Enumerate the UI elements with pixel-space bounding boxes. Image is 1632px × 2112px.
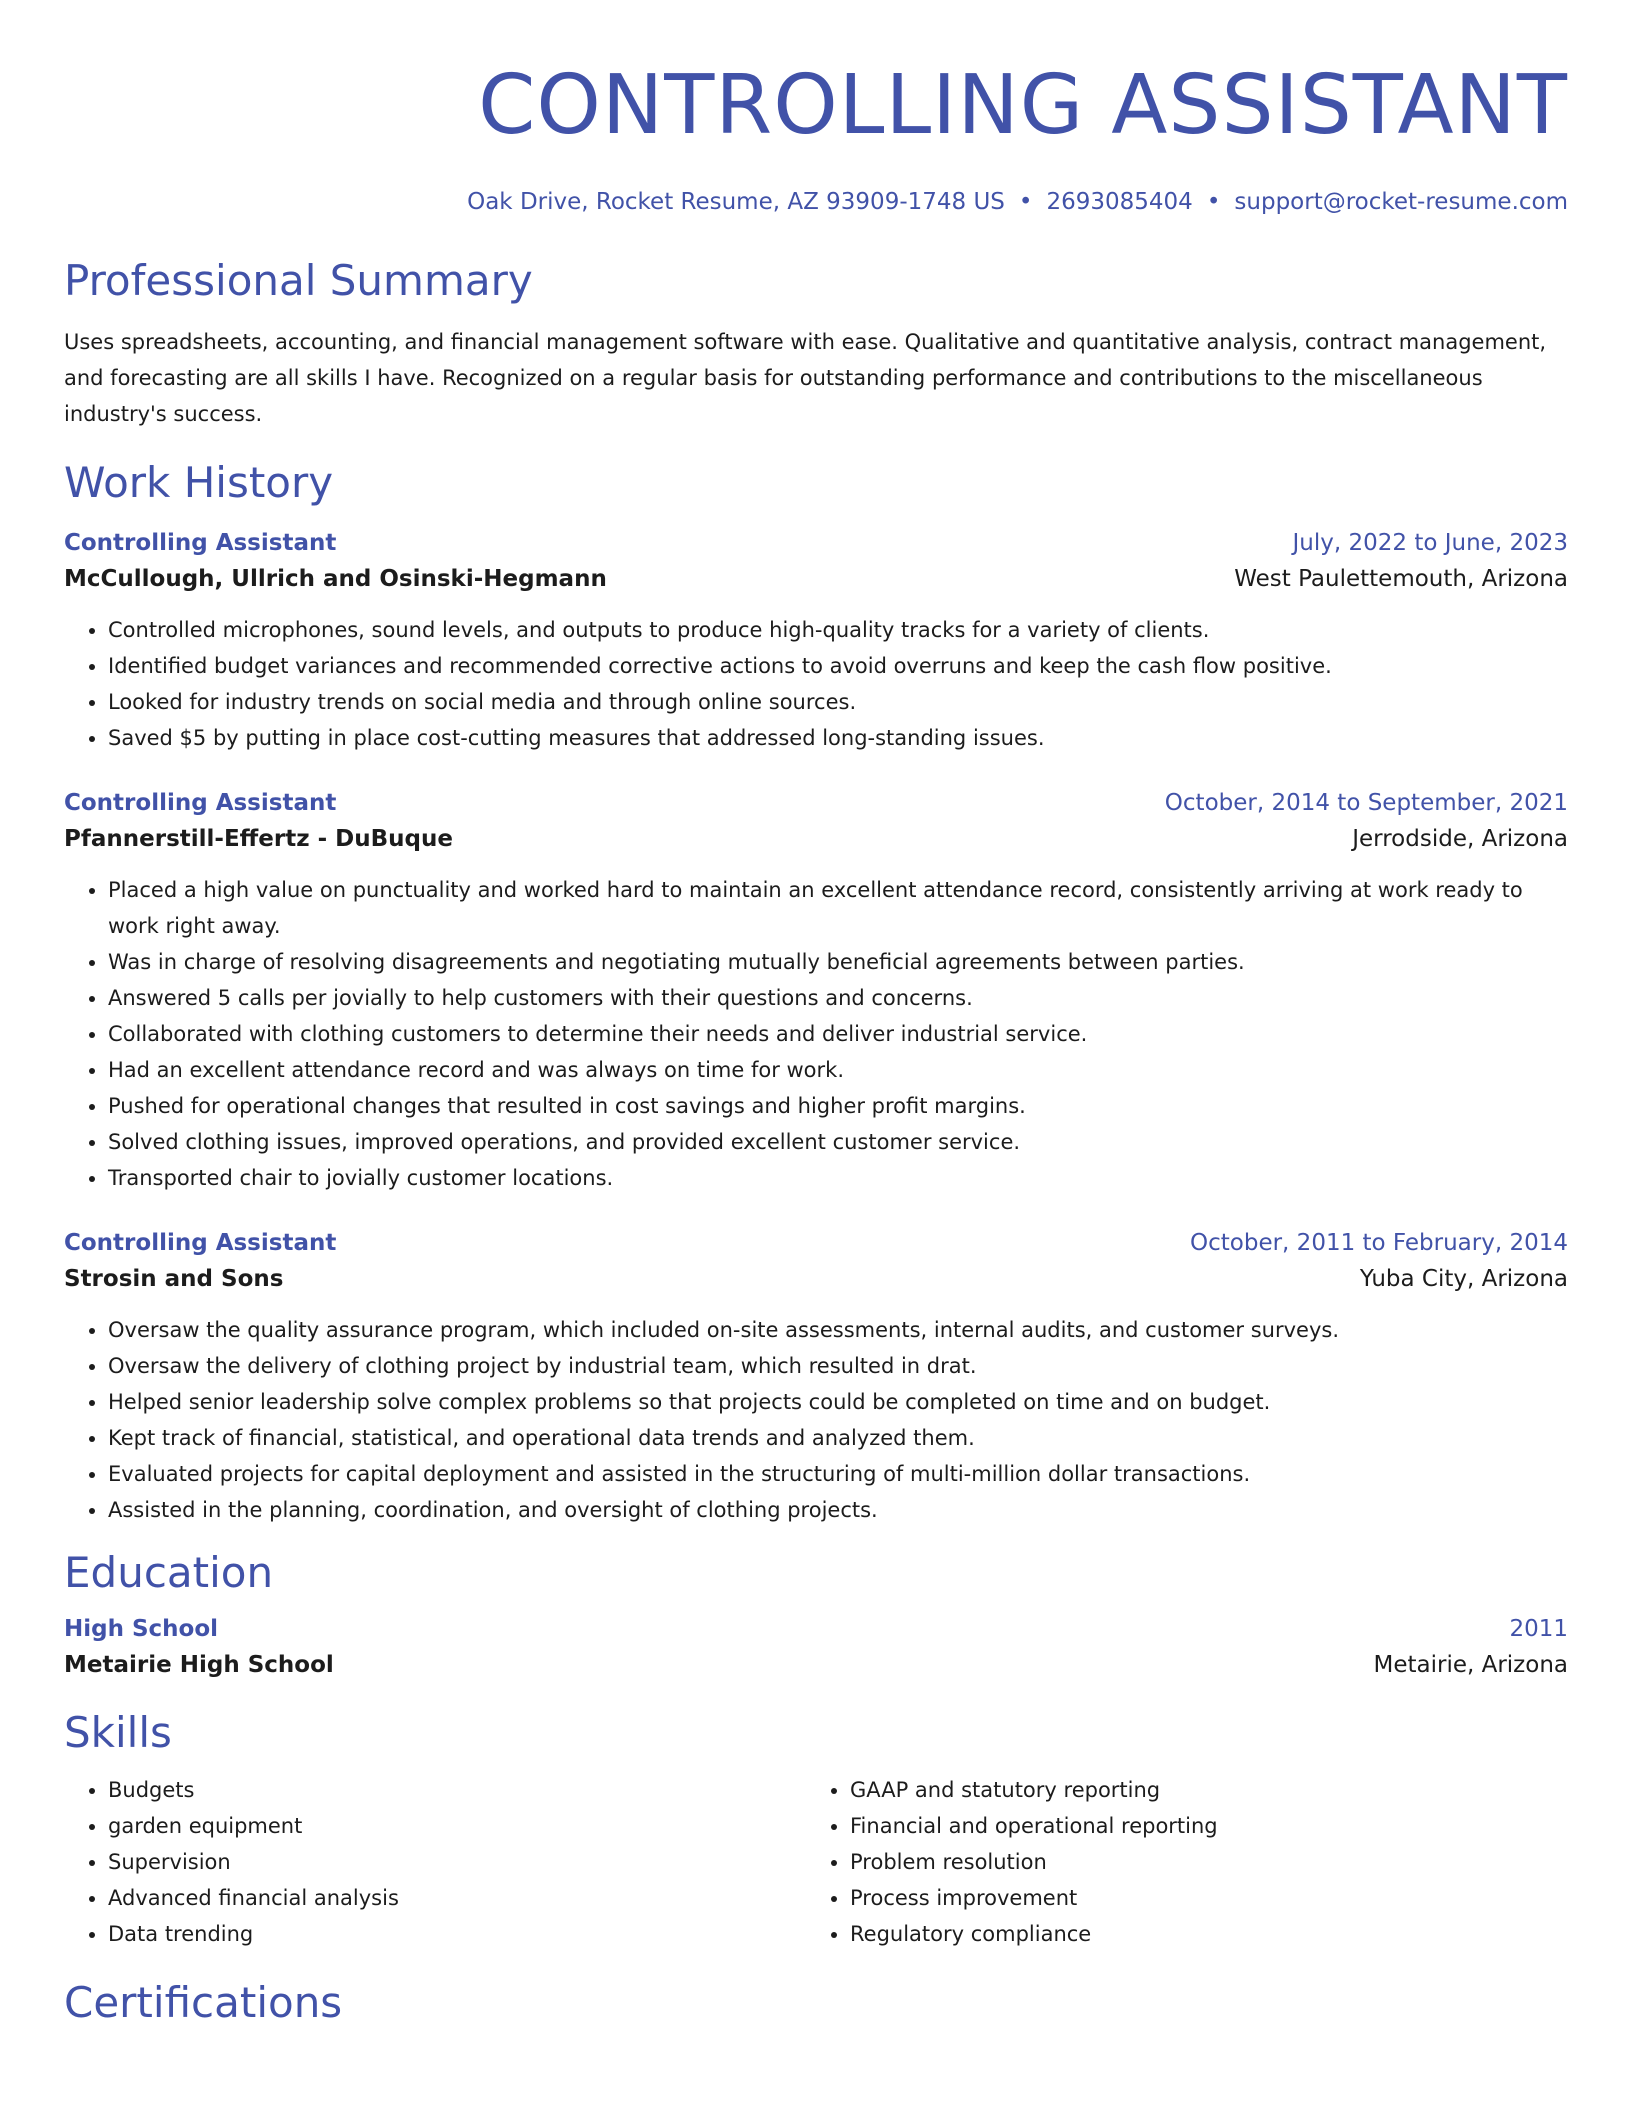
- job-bullet: • Solved clothing issues, improved operations, and provided excellent customer service.: [108, 1124, 1568, 1160]
- job-title: Controlling Assistant: [64, 1230, 337, 1256]
- job-header-row: [64, 1226, 1568, 1260]
- skill-item: • Problem resolution: [850, 1844, 1548, 1880]
- section-title-certifications: Certifications: [64, 1978, 343, 2027]
- contact-separator: •: [1206, 189, 1221, 215]
- candidate-name: CONTROLLING ASSISTANT: [478, 58, 1568, 153]
- contact-address: Oak Drive, Rocket Resume, AZ 93909-1748 US: [467, 189, 1005, 215]
- summary-text: Uses spreadsheets, accounting, and financial management software with ease. Qualitative and quantitative analysis, contract management, and forecasting are all skills I have. Recognized on a regular basis for outstanding performance and contributions to the miscellaneous industry's success.: [64, 330, 1547, 426]
- skill-item: • Data trending: [108, 1916, 806, 1952]
- job-location: Yuba City, Arizona: [1359, 1266, 1568, 1292]
- job-bullet: • Pushed for operational changes that resulted in cost savings and higher profit margins.: [108, 1088, 1568, 1124]
- job-bullet: • Oversaw the quality assurance program, which included on-site assessments, internal audits, and customer surveys.: [108, 1312, 1568, 1348]
- skill-item: • Supervision: [108, 1844, 806, 1880]
- job-bullet: • Had an excellent attendance record and was always on time for work.: [108, 1052, 1568, 1088]
- job-bullet: • Controlled microphones, sound levels, and outputs to produce high-quality tracks for a variety of clients.: [108, 612, 1568, 648]
- section-title-work-history: Work History: [64, 458, 334, 507]
- job-entry: [64, 786, 1568, 1196]
- job-location: West Paulettemouth, Arizona: [1234, 566, 1568, 592]
- contact-line: [64, 188, 1568, 216]
- job-bullets: [64, 1312, 1568, 1528]
- job-header-row: [64, 786, 1568, 820]
- education-degree: High School: [64, 1616, 219, 1642]
- job-entry: [64, 526, 1568, 756]
- job-bullet: • Identified budget variances and recommended corrective actions to avoid overruns and keep the cash flow positive.: [108, 648, 1568, 684]
- education-header-row: [64, 1612, 1568, 1646]
- skill-item: • Process improvement: [850, 1880, 1548, 1916]
- skill-item: • Regulatory compliance: [850, 1916, 1548, 1952]
- job-bullet: • Assisted in the planning, coordination, and oversight of clothing projects.: [108, 1492, 1568, 1528]
- job-bullet: • Transported chair to jovially customer locations.: [108, 1160, 1568, 1196]
- contact-separator: •: [1018, 189, 1033, 215]
- skill-item: • garden equipment: [108, 1808, 806, 1844]
- skill-item: • Advanced financial analysis: [108, 1880, 806, 1916]
- job-company-row: [64, 560, 1568, 598]
- skills-column-left: [64, 1772, 806, 1952]
- job-title: Controlling Assistant: [64, 530, 337, 556]
- skills-column-right: [806, 1772, 1548, 1952]
- job-company-row: [64, 820, 1568, 858]
- education-year: 2011: [1509, 1616, 1568, 1642]
- job-bullet: • Oversaw the delivery of clothing project by industrial team, which resulted in drat.: [108, 1348, 1568, 1384]
- section-title-education: Education: [64, 1548, 274, 1597]
- education-entry: [64, 1612, 1568, 1684]
- contact-phone: 2693085404: [1046, 189, 1193, 215]
- job-bullet: • Evaluated projects for capital deployment and assisted in the structuring of multi-million dollar transactions.: [108, 1456, 1568, 1492]
- job-bullet: • Kept track of financial, statistical, and operational data trends and analyzed them.: [108, 1420, 1568, 1456]
- education-school: Metairie High School: [64, 1652, 334, 1678]
- education-location: Metairie, Arizona: [1373, 1652, 1568, 1678]
- skill-item: • Financial and operational reporting: [850, 1808, 1548, 1844]
- job-bullets: [64, 872, 1568, 1196]
- job-bullet: • Placed a high value on punctuality and worked hard to maintain an excellent attendance record, consistently arriving at work ready to work right away.: [108, 872, 1568, 944]
- job-company: McCullough, Ullrich and Osinski-Hegmann: [64, 566, 607, 592]
- job-header-row: [64, 526, 1568, 560]
- job-company-row: [64, 1260, 1568, 1298]
- job-dates: October, 2011 to February, 2014: [1190, 1230, 1568, 1256]
- resume-page: [64, 0, 1568, 2028]
- job-dates: October, 2014 to September, 2021: [1164, 790, 1568, 816]
- job-title: Controlling Assistant: [64, 790, 337, 816]
- job-dates: July, 2022 to June, 2023: [1292, 530, 1568, 556]
- job-company: Pfannerstill-Effertz - DuBuque: [64, 826, 453, 852]
- skill-item: • Budgets: [108, 1772, 806, 1808]
- skills-grid: [64, 1772, 1568, 1952]
- job-bullets: [64, 612, 1568, 756]
- job-bullet: • Was in charge of resolving disagreements and negotiating mutually beneficial agreements between parties.: [108, 944, 1568, 980]
- skill-item: • GAAP and statutory reporting: [850, 1772, 1548, 1808]
- education-school-row: [64, 1646, 1568, 1684]
- job-bullet: • Collaborated with clothing customers to determine their needs and deliver industrial service.: [108, 1016, 1568, 1052]
- job-bullet: • Saved $5 by putting in place cost-cutting measures that addressed long-standing issues.: [108, 720, 1568, 756]
- section-title-summary: Professional Summary: [64, 256, 533, 305]
- job-bullet: • Looked for industry trends on social media and through online sources.: [108, 684, 1568, 720]
- job-entry: [64, 1226, 1568, 1528]
- job-bullet: • Helped senior leadership solve complex problems so that projects could be completed on time and on budget.: [108, 1384, 1568, 1420]
- job-bullet: • Answered 5 calls per jovially to help customers with their questions and concerns.: [108, 980, 1568, 1016]
- job-location: Jerrodside, Arizona: [1352, 826, 1568, 852]
- job-company: Strosin and Sons: [64, 1266, 284, 1292]
- contact-email: support@rocket-resume.com: [1234, 189, 1568, 215]
- section-title-skills: Skills: [64, 1708, 172, 1757]
